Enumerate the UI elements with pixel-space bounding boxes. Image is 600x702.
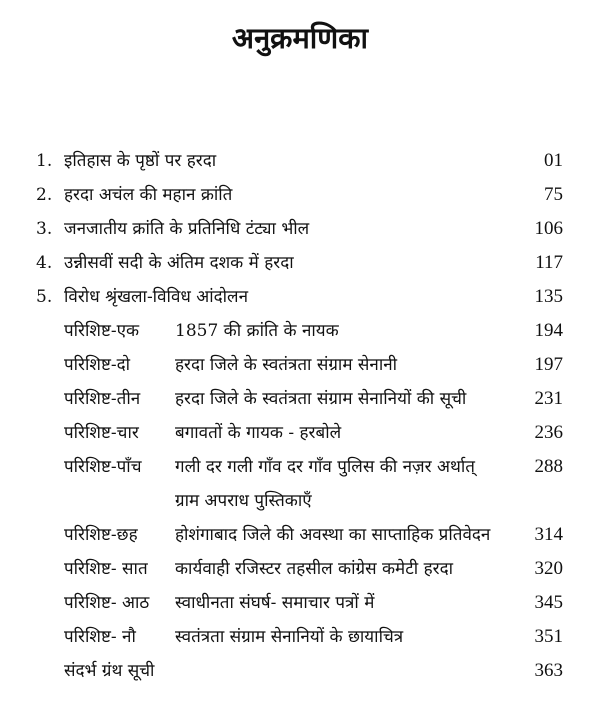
appendix-row[interactable] — [0, 620, 600, 654]
appendix-title: स्वतंत्रता संग्राम सेनानियों के छायाचित्र — [175, 627, 404, 647]
appendix-title: होशंगाबाद जिले की अवस्था का साप्ताहिक प्रतिवेदन — [175, 525, 491, 545]
chapter-title: विरोध श्रृंखला-विविध आंदोलन — [64, 287, 249, 307]
appendix-label: परिशिष्ट- सात — [64, 559, 148, 579]
appendix-row[interactable] — [0, 586, 600, 620]
chapter-row[interactable] — [0, 246, 600, 280]
appendix-row[interactable] — [0, 348, 600, 382]
page-number: 75 — [544, 184, 563, 205]
page-number: 197 — [534, 354, 563, 375]
appendix-title: हरदा जिले के स्वतंत्रता संग्राम सेनानी — [175, 355, 398, 375]
appendix-title: कार्यवाही रजिस्टर तहसील कांग्रेस कमेटी हरदा — [175, 559, 454, 579]
page-number: 345 — [534, 592, 563, 613]
appendix-label: परिशिष्ट-पाँच — [64, 457, 142, 477]
page-number: 117 — [535, 252, 563, 273]
appendix-label: परिशिष्ट-एक — [64, 321, 140, 341]
appendix-row[interactable] — [0, 552, 600, 586]
appendix-row[interactable] — [0, 382, 600, 416]
chapter-row[interactable] — [0, 178, 600, 212]
appendix-label: परिशिष्ट-चार — [64, 423, 139, 443]
chapter-number: 1. — [36, 151, 53, 171]
page-title: अनुक्रमणिका — [231, 21, 369, 55]
chapter-row[interactable] — [0, 212, 600, 246]
appendix-label: परिशिष्ट-छह — [64, 525, 138, 545]
page-number: 194 — [534, 320, 563, 341]
page-number: 01 — [544, 150, 563, 171]
bibliography-row[interactable] — [0, 654, 600, 688]
appendix-row[interactable] — [0, 314, 600, 348]
page-number: 231 — [534, 388, 563, 409]
page-number: 320 — [534, 558, 563, 579]
page-number: 106 — [534, 218, 563, 239]
page-number: 314 — [534, 524, 563, 545]
appendix-title: 1857 की क्रांति के नायक — [175, 321, 339, 341]
appendix-title: बगावतों के गायक - हरबोले — [175, 423, 342, 443]
bibliography-title: संदर्भ ग्रंथ सूची — [64, 661, 155, 681]
chapter-row[interactable] — [0, 280, 600, 314]
chapter-title: जनजातीय क्रांति के प्रतिनिधि टंट्या भील — [64, 219, 310, 239]
chapter-title: हरदा अचंल की महान क्रांति — [64, 185, 233, 205]
appendix-label: परिशिष्ट-तीन — [64, 389, 141, 409]
chapter-title: इतिहास के पृष्ठों पर हरदा — [64, 151, 217, 171]
appendix-title: हरदा जिले के स्वतंत्रता संग्राम सेनानियों की सूची — [175, 389, 467, 409]
appendix-title: गली दर गली गाँव दर गाँव पुलिस की नज़र अर्थात् — [175, 457, 475, 477]
appendix-row[interactable] — [0, 416, 600, 450]
chapter-number: 2. — [36, 185, 53, 205]
page-number: 288 — [534, 456, 563, 477]
appendix-title-continued: ग्राम अपराध पुस्तिकाएँ — [175, 491, 312, 511]
page-number: 236 — [534, 422, 563, 443]
chapter-row[interactable] — [0, 144, 600, 178]
page-number: 351 — [534, 626, 563, 647]
appendix-label: परिशिष्ट- नौ — [64, 627, 136, 647]
chapter-number: 3. — [36, 219, 53, 239]
page-number: 363 — [534, 660, 563, 681]
appendix-title: स्वाधीनता संघर्ष- समाचार पत्रों में — [175, 593, 375, 613]
appendix-row[interactable] — [0, 450, 600, 518]
page-number: 135 — [534, 286, 563, 307]
appendix-row[interactable] — [0, 518, 600, 552]
chapter-title: उन्नीसवीं सदी के अंतिम दशक में हरदा — [64, 253, 294, 273]
appendix-label: परिशिष्ट- आठ — [64, 593, 150, 613]
chapter-number: 4. — [36, 253, 53, 273]
chapter-number: 5. — [36, 287, 53, 307]
appendix-label: परिशिष्ट-दो — [64, 355, 131, 375]
